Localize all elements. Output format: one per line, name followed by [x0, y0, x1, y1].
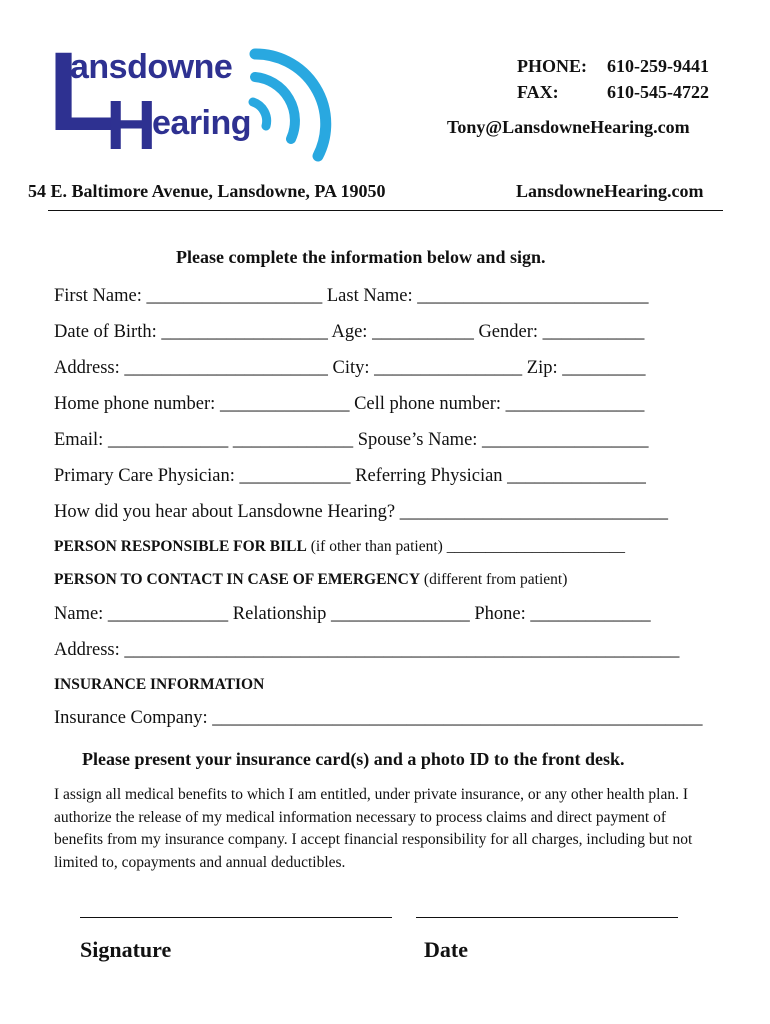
bill-responsible-label: PERSON RESPONSIBLE FOR BILL — [54, 538, 307, 555]
physician-row: Primary Care Physician: ____________ Referring Physician _______________ — [54, 466, 646, 486]
lansdowne-hearing-logo — [48, 29, 353, 169]
insurance-notice: Please present your insurance card(s) and a photo ID to the front desk. — [82, 749, 625, 769]
phones-row: Home phone number: ______________ Cell phone number: _______________ — [54, 394, 645, 414]
logo-line2: earing — [152, 104, 252, 142]
logo-big-h: H — [106, 86, 157, 164]
signature-label: Signature — [80, 937, 172, 962]
phone-number: 610-259-9441 — [607, 56, 709, 76]
header-divider — [48, 210, 723, 211]
bill-responsible-note: (if other than patient) _______________________ — [306, 538, 625, 555]
emergency-address-row: Address: ____________________________________________________________ — [54, 640, 680, 660]
bill-responsible-row — [54, 538, 625, 556]
email-address: Tony@LansdowneHearing.com — [447, 117, 690, 137]
emergency-contact-heading — [54, 571, 567, 589]
consent-paragraph: I assign all medical benefits to which I am entitled, under private insurance, or any other health plan. I authorize the release of my medical information necessary to process claims and direct payment of benefits from my insurance company. I accept financial responsibility for all charges, including but not limited to, copayments and annual deductibles. — [54, 786, 693, 871]
logo-line1: ansdowne — [70, 48, 233, 86]
emergency-contact-label: PERSON TO CONTACT IN CASE OF EMERGENCY — [54, 571, 421, 588]
fax-number: 610-545-4722 — [607, 82, 709, 102]
emergency-name-row: Name: _____________ Relationship _______________ Phone: _____________ — [54, 604, 651, 624]
logo-big-l: L — [48, 29, 117, 154]
date-line — [416, 917, 678, 918]
insurance-heading: INSURANCE INFORMATION — [54, 676, 265, 693]
insurance-company-row: Insurance Company: _____________________________________________________ — [54, 708, 703, 728]
referral-row: How did you hear about Lansdowne Hearing? _____________________________ — [54, 502, 668, 522]
phone-label: PHONE: — [517, 56, 587, 76]
street-address: 54 E. Baltimore Avenue, Lansdowne, PA 19050 — [28, 181, 386, 201]
email-spouse-row: Email: _____________ _____________ Spouse’s Name: __________________ — [54, 430, 649, 450]
sound-waves-icon — [48, 44, 353, 169]
name-row: First Name: ___________________ Last Name: _________________________ — [54, 286, 649, 306]
fax-label: FAX: — [517, 82, 559, 102]
form-instruction: Please complete the information below and sign. — [176, 247, 546, 267]
website: LansdowneHearing.com — [516, 181, 704, 201]
address-row: Address: ______________________ City: ________________ Zip: _________ — [54, 358, 646, 378]
signature-line — [80, 917, 392, 918]
emergency-contact-note: (different from patient) — [420, 571, 568, 588]
date-label: Date — [424, 937, 468, 962]
dob-row: Date of Birth: __________________ Age: ___________ Gender: ___________ — [54, 322, 645, 342]
